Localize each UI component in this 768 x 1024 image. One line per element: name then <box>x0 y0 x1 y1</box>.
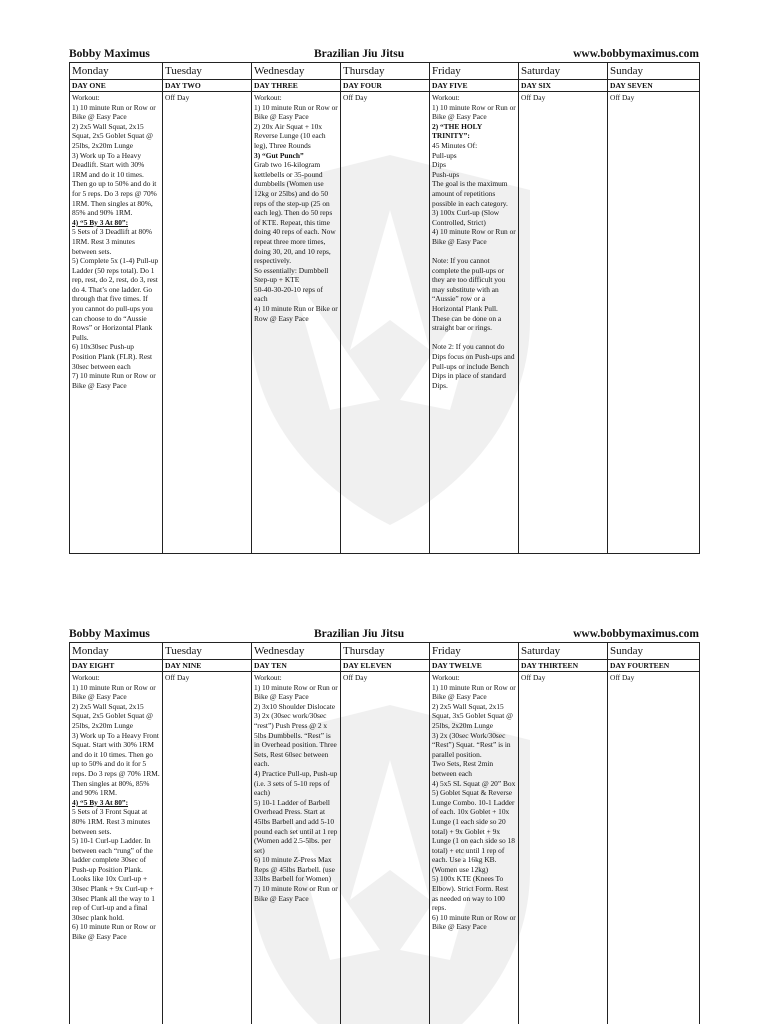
workout-line: 1) 10 minute Row or Run or Bike @ Easy Pace <box>254 682 338 702</box>
day-name-cell: Thursday <box>341 63 430 80</box>
day-label-cell: DAY THREE <box>252 80 341 92</box>
workout-line: Off Day <box>343 673 368 682</box>
workout-cell <box>519 92 608 554</box>
workout-line: 5 Sets of 3 Deadlift at 80% 1RM. Rest 3 minutes between sets. <box>72 227 153 256</box>
workout-line: 5) 10-1 Curl-up Ladder. In between each “rung” of the ladder complete 30sec of Push-up Position Plank. Looks like 10x Curl-up + 30sec Plank + 9x Curl-up + 30sec Plank all the way to 1 rep of Curl-up and a final 30sec plank hold. <box>72 836 155 922</box>
workout-line: 3) 2x (30sec work/30sec “rest”) Push Press @ 2 x 5lbs Dumbbells. “Rest” is in Overhead position. Three Sets, Rest 60sec between each. <box>254 711 337 769</box>
workout-line: 7) 10 minute Row or Run or Bike @ Easy Pace <box>254 884 338 903</box>
workout-line: Off Day <box>165 673 190 682</box>
workout-line: 3) “Gut Punch” <box>254 150 304 160</box>
workout-line: Off Day <box>521 93 546 102</box>
workout-cell <box>430 92 519 554</box>
workout-line: 4) 10 minute Run or Bike or Row @ Easy Pace <box>254 304 338 323</box>
day-label-cell: DAY FOUR <box>341 80 430 92</box>
workout-line: Off Day <box>610 93 635 102</box>
workout-line: 6) 10 minute Run or Row or Bike @ Easy Pace <box>72 922 156 942</box>
week-two-section <box>69 627 699 1024</box>
workout-cell <box>70 92 163 554</box>
workout-line: Off Day <box>610 673 635 682</box>
workout-line: 1) 10 minute Row or Run or Bike @ Easy Pace <box>432 102 516 122</box>
day-name-cell: Wednesday <box>252 643 341 660</box>
workout-line: 4) “5 By 3 At 80”: <box>72 797 129 807</box>
workout-line: 6) 10x30sec Push-up Position Plank (FLR). Rest 30sec between each <box>72 342 153 371</box>
day-name-cell: Sunday <box>608 643 700 660</box>
header-title: Brazilian Jiu Jitsu <box>314 628 405 640</box>
workout-line: 1) 10 minute Run or Row or Bike @ Easy Pace <box>432 682 516 702</box>
workout-line: Off Day <box>343 93 368 102</box>
workout-cell <box>163 672 252 1024</box>
day-label-cell: DAY ELEVEN <box>341 660 430 672</box>
workout-line: Grab two 16-kilogram kettlebells or 35-pound dumbbells (Women use 12kg or 25lbs) and do 50 reps of the step-up (25 on each leg). Then do 50 reps of KTE. Repeat, this time doing 40 reps of each. Now repeat three more times, doing 30, 20, and 10 reps, respectively. <box>254 160 336 266</box>
header-website: www.bobbymaximus.com <box>573 628 699 640</box>
workout-line: 3) Work up To a Heavy Deadlift. Start with 30% 1RM and do it 10 times. Then go up to 50% and do it for 5 reps. Do 3 reps @ 70% 1RM. Then singles at 80%, 85% and 90% 1RM. <box>72 150 157 218</box>
workout-cell <box>430 672 519 1024</box>
day-label-cell: DAY SEVEN <box>608 80 700 92</box>
day-label-cell: DAY FOURTEEN <box>608 660 700 672</box>
workout-cell <box>252 92 341 554</box>
day-label-cell: DAY FIVE <box>430 80 519 92</box>
workout-cell <box>519 672 608 1024</box>
day-label-row <box>70 660 700 672</box>
workout-line: 2) 3x10 Shoulder Dislocate <box>254 701 336 711</box>
workout-line: 2) 2x5 Wall Squat, 2x15 Squat, 2x5 Goblet Squat @ 25lbs, 2x20m Lunge <box>72 121 153 150</box>
workout-line: 6) 10 minute Z-Press Max Reps @ 45lbs Barbell. (use 33lbs Barbell for Women) <box>254 855 335 884</box>
workout-line: Off Day <box>165 93 190 102</box>
workout-line: 2) 2x5 Wall Squat, 2x15 Squat, 2x5 Goblet Squat @ 25lbs, 2x20m Lunge <box>72 701 153 730</box>
workout-line: 4) 5x5 SL Squat @ 20” Box <box>432 778 516 788</box>
workout-line: Push-ups <box>432 169 460 179</box>
workout-cell <box>341 672 430 1024</box>
workout-line: 1) 10 minute Run or Row or Bike @ Easy Pace <box>254 102 338 122</box>
header-title: Brazilian Jiu Jitsu <box>314 48 405 60</box>
workout-line: 3) Work up To a Heavy Front Squat. Start with 30% 1RM and do it 10 times. Then go up to 50% and do it for 5 reps. Do 3 reps @ 70% 1RM. Then singles at 80%, 85% and 90% 1RM. <box>72 730 160 798</box>
day-name-row <box>70 643 700 660</box>
workout-line: Two Sets, Rest 2min between each <box>432 759 494 778</box>
page-header <box>69 47 699 62</box>
workout-cell <box>608 672 700 1024</box>
header-author: Bobby Maximus <box>69 628 150 640</box>
workout-line: Workout: <box>432 673 460 682</box>
day-name-cell: Tuesday <box>163 643 252 660</box>
day-name-cell: Tuesday <box>163 63 252 80</box>
day-name-cell: Friday <box>430 63 519 80</box>
workout-row <box>70 672 700 1024</box>
workout-line: 6) 10 minute Run or Row or Bike @ Easy Pace <box>432 912 516 932</box>
workout-line: 50-40-30-20-10 reps of each <box>254 284 323 304</box>
week-two-table <box>69 642 700 1024</box>
workout-line: Workout: <box>432 93 460 102</box>
day-label-cell: DAY ONE <box>70 80 163 92</box>
workout-cell <box>341 92 430 554</box>
week-one-table <box>69 62 700 554</box>
workout-line: Workout: <box>254 93 282 102</box>
workout-line: 5) Complete 5x (1-4) Pull-up Ladder (50 reps total). Do 1 rep, rest, do 2, rest, do 3, rest do 4. That’s one ladder. Go through that five times. If you cannot do pull-ups you can choose to do “Aussie Rows” or Horizontal Plank Pulls. <box>72 256 159 342</box>
day-label-cell: DAY EIGHT <box>70 660 163 672</box>
day-label-cell: DAY TWELVE <box>430 660 519 672</box>
day-name-cell: Friday <box>430 643 519 660</box>
workout-line: 4) Practice Pull-up, Push-up (i.e. 3 sets of 5-10 reps of each) <box>254 768 338 798</box>
workout-line: Note: If you cannot complete the pull-ups or they are too difficult you may substitute with an “Aussie” row or a Horizontal Plank Pull. These can be done on a straight bar or rings. <box>432 256 506 333</box>
workout-line: 1) 10 minute Run or Row or Bike @ Easy Pace <box>72 682 156 702</box>
header-author: Bobby Maximus <box>69 48 150 60</box>
day-name-cell: Saturday <box>519 643 608 660</box>
workout-line: Dips <box>432 160 446 170</box>
header-website: www.bobbymaximus.com <box>573 48 699 60</box>
workout-line: 4) 10 minute Row or Run or Bike @ Easy Pace <box>432 227 516 246</box>
workout-row <box>70 92 700 554</box>
day-name-row <box>70 63 700 80</box>
workout-cell <box>70 672 163 1024</box>
workout-cell <box>163 92 252 554</box>
workout-line: 3) 2x (30sec Work/30sec “Rest”) Squat. “Rest” is in parallel position. <box>432 730 511 759</box>
day-label-cell: DAY SIX <box>519 80 608 92</box>
day-label-cell: DAY TEN <box>252 660 341 672</box>
week-one-section <box>69 47 699 554</box>
day-name-cell: Sunday <box>608 63 700 80</box>
day-name-cell: Thursday <box>341 643 430 660</box>
workout-line: Off Day <box>521 673 546 682</box>
workout-line: So essentially: Dumbbell Step-up + KTE <box>254 265 329 285</box>
workout-line: 5) 100x KTE (Knees To Elbow). Strict Form. Rest as needed on way to 100 reps. <box>432 874 509 913</box>
workout-line: Workout: <box>72 673 100 682</box>
workout-line: 3) 100x Curl-up (Slow Controlled, Strict) <box>432 208 500 227</box>
workout-line: The goal is the maximum amount of repetitions possible in each category. <box>432 179 508 208</box>
workout-cell <box>608 92 700 554</box>
workout-line: 2) “THE HOLY TRINITY”: <box>432 121 482 141</box>
workout-line: 2) 20x Air Squat + 10x Reverse Lunge (10 each leg), Three Rounds <box>254 121 326 150</box>
workout-line: Note 2: If you cannot do Dips focus on Push-ups and Pull-ups or include Bench Dips in place of standard Dips. <box>432 342 515 390</box>
page-header <box>69 627 699 642</box>
workout-line: 5) 10-1 Ladder of Barbell Overhead Press. Start at 45lbs Barbell and add 5-10 pound each set until at 1 rep (Women add 2.5-5lbs. per set) <box>254 797 338 855</box>
day-name-cell: Monday <box>70 643 163 660</box>
workout-line: 1) 10 minute Run or Row or Bike @ Easy Pace <box>72 102 156 122</box>
day-name-cell: Saturday <box>519 63 608 80</box>
workout-line: Workout: <box>254 673 282 682</box>
day-label-row <box>70 80 700 92</box>
workout-line: 45 Minutes Of: <box>432 140 478 150</box>
day-label-cell: DAY NINE <box>163 660 252 672</box>
workout-line: 5 Sets of 3 Front Squat at 80% 1RM. Rest 3 minutes between sets. <box>72 807 151 836</box>
workout-line: 5) Goblet Squat & Reverse Lunge Combo. 10-1 Ladder of each. 10x Goblet + 10x Lunge (1 each side so 20 total) + 9x Goblet + 9x Lunge (1 on each side so 18 total) + etc until 1 rep of each. Use a 16kg KB. (Women use 12kg) <box>432 788 515 874</box>
workout-line: 2) 2x5 Wall Squat, 2x15 Squat, 3x5 Goblet Squat @ 25lbs, 2x20m Lunge <box>432 701 513 730</box>
workout-cell <box>252 672 341 1024</box>
day-label-cell: DAY THIRTEEN <box>519 660 608 672</box>
workout-line: Pull-ups <box>432 150 457 160</box>
day-name-cell: Wednesday <box>252 63 341 80</box>
day-label-cell: DAY TWO <box>163 80 252 92</box>
workout-line <box>432 247 516 257</box>
workout-line: 4) “5 By 3 At 80”: <box>72 217 129 227</box>
workout-line: Workout: <box>72 93 100 102</box>
workout-line <box>432 333 516 343</box>
day-name-cell: Monday <box>70 63 163 80</box>
workout-line: 7) 10 minute Run or Row or Bike @ Easy Pace <box>72 371 156 390</box>
